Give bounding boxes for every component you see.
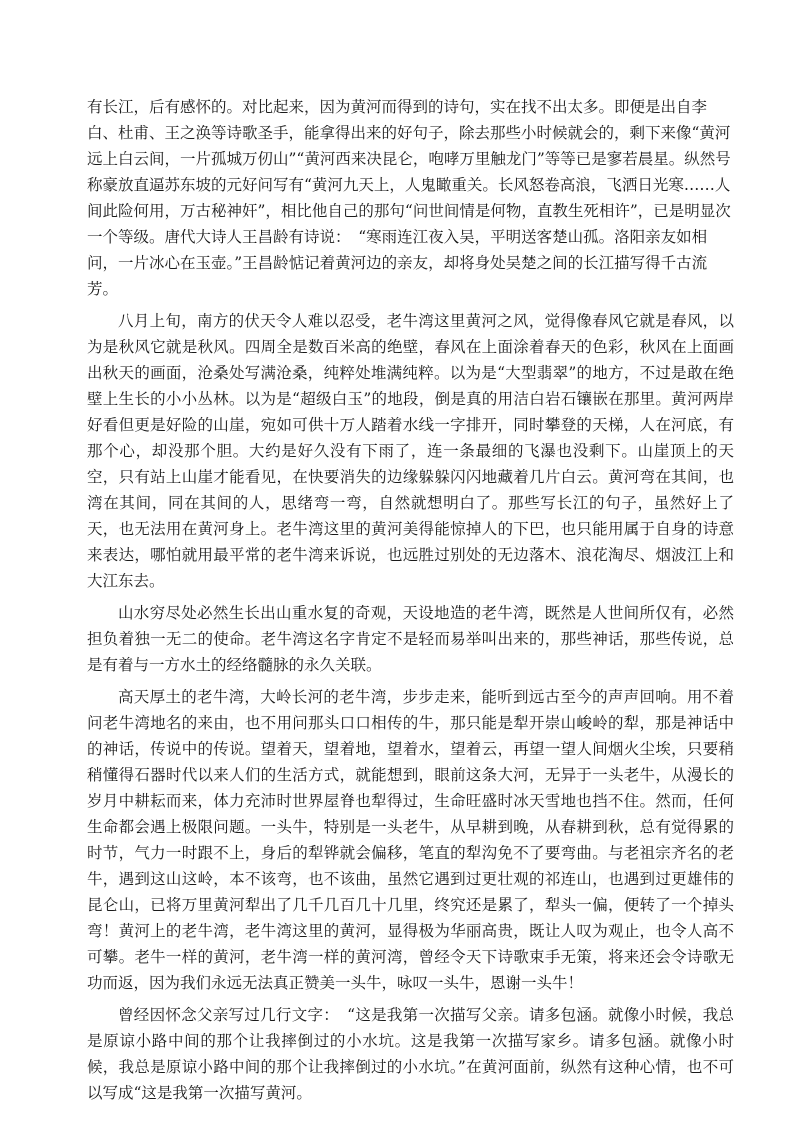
paragraph-5: 曾经因怀念父亲写过几行文字： “这是我第一次描写父亲。请多包涵。就像小时候，我总是原谅小路中间的那个让我摔倒过的小水坑。这是我第一次描写家乡。请多包涵。就像小时候，我总是原谅小路中间的那个让我摔倒过的小水坑。”在黄河面前，纵然有这种心情，也不可以写成“这是我第一次描写黄河。 bbox=[87, 1006, 734, 1102]
paragraph-2: 八月上旬，南方的伏天令人难以忍受，老牛湾这里黄河之风，觉得像春风它就是春风，以为是秋风它就是秋风。四周全是数百米高的绝壁，春风在上面涂着春天的色彩，秋风在上面画出秋天的画面，沧桑处写满沧桑，纯粹处堆满纯粹。以为是“大型翡翠”的地方，不过是敢在绝壁上生长的小小丛林。以为是“超级白玉”的地段，倒是真的用洁白岩石镶嵌在那里。黄河两岸好看但更是好险的山崖，宛如可供十万人踏着水线一字排开，同时攀登的天梯，人在河底，有那个心，却没那个胆。大约是好久没有下雨了，连一条最细的飞瀑也没剩下。山崖顶上的天空，只有站上山崖才能看见，在快要消失的边缘躲躲闪闪地藏着几片白云。黄河弯在其间，也湾在其间，同在其间的人，思绪弯一弯，自然就想明白了。那些写长江的句子，虽然好上了天，也无法用在黄河身上。老牛湾这里的黄河美得能惊掉人的下巴，也只能用属于自身的诗意来表达，哪怕就用最平常的老牛湾来诉说，也远胜过别处的无边落木、浪花淘尽、烟波江上和大江东去。 bbox=[87, 312, 734, 590]
paragraph-1: 有长江，后有感怀的。对比起来，因为黄河而得到的诗句，实在找不出太多。即便是出自李白、杜甫、王之涣等诗歌圣手，能拿得出来的好句子，除去那些小时候就会的，剩下来像“黄河远上白云间，一片孤城万仞山”“黄河西来决昆仑，咆哮万里触龙门”等等已是寥若晨星。纵然号称豪放直逼苏东坡的元好问写有“黄河九天上，人鬼瞰重关。长风怒卷高浪，飞洒日光寒……人间此险何用，万古秘神奸”，相比他自己的那句“问世间情是何物，直教生死相许”，已是明显次一个等级。唐代大诗人王昌龄有诗说： “寒雨连江夜入吴，平明送客楚山孤。洛阳亲友如相问，一片冰心在玉壶。”王昌龄惦记着黄河边的亲友，却将身处吴楚之间的长江描写得千古流芳。 bbox=[87, 98, 731, 298]
paragraph-3: 山水穷尽处必然生长出山重水复的奇观，天设地造的老牛湾，既然是人世间所仅有，必然担负着独一无二的使命。老牛湾这名字肯定不是轻而易举叫出来的，那些神话，那些传说，总是有着与一方水土的经络髓脉的永久关联。 bbox=[87, 604, 734, 674]
paragraph-4: 高天厚土的老牛湾，大岭长河的老牛湾，步步走来，能听到远古至今的声声回响。用不着问老牛湾地名的来由，也不用问那头口口相传的牛，那只能是犁开崇山峻岭的犁，那是神话中的神话，传说中的传说。望着天，望着地，望着水，望着云，再望一望人间烟火尘埃，只要稍稍懂得石器时代以来人们的生活方式，就能想到，眼前这条大河，无异于一头老牛，从漫长的岁月中耕耘而来，体力充沛时世界屋脊也犁得过，生命旺盛时冰天雪地也挡不住。然而，任何生命都会遇上极限问题。一头牛，特别是一头老牛，从早耕到晚，从春耕到秋，总有觉得累的时节，气力一时跟不上，身后的犁铧就会偏移，笔直的犁沟免不了要弯曲。与老祖宗齐名的老牛，遇到这山这岭，本不该弯，也不该曲，虽然它遇到过更壮观的祁连山，也遇到过更雄伟的昆仑山，已将万里黄河犁出了几千几百几十几里，终究还是累了，犁头一偏，便转了一个掉头弯！黄河上的老牛湾，老牛湾这里的黄河，显得极为华丽高贵，既让人叹为观止，也令人高不可攀。老牛一样的黄河，老牛湾一样的黄河湾，曾经令天下诗歌束手无策，将来还会令诗歌无功而返，因为我们永远无法真正赞美一头牛，咏叹一头牛，恩谢一头牛！ bbox=[87, 688, 734, 992]
